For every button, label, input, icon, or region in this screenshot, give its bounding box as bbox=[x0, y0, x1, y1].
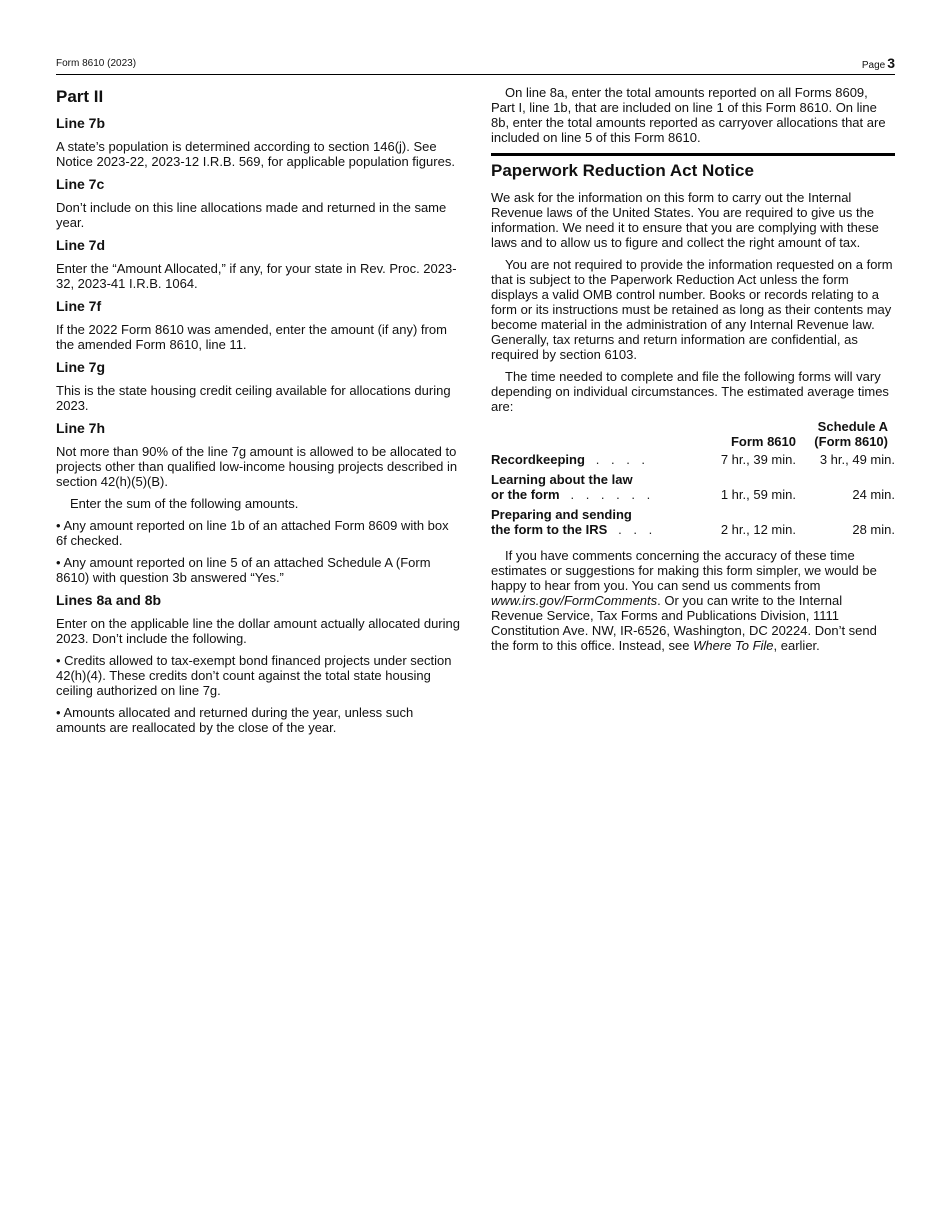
schedule-a-time: 3 hr., 49 min. bbox=[819, 452, 895, 467]
col-form-8610: Form 8610 bbox=[730, 434, 796, 449]
bullet-item: • Any amount reported on line 1b of an attached Form 8609 with box 6f checked. bbox=[56, 518, 449, 548]
section-paragraph: This is the state housing credit ceiling available for allocations during 2023. bbox=[56, 383, 451, 413]
form-8610-time: 1 hr., 59 min. bbox=[720, 487, 796, 502]
left-column bbox=[56, 85, 460, 742]
bullet-item: • Any amount reported on line 5 of an attached Schedule A (Form 8610) with question 3b answered “Yes.” bbox=[56, 555, 431, 585]
section-paragraph: A state’s population is determined according to section 146(j). See Notice 2023-22, 2023-12 I.R.B. 569, for applicable population figures. bbox=[56, 139, 455, 169]
section-paragraph: Enter the sum of the following amounts. bbox=[70, 496, 299, 511]
section-line-7b bbox=[56, 115, 460, 169]
section-line-7c bbox=[56, 176, 460, 230]
section-paragraph: Enter the “Amount Allocated,” if any, for your state in Rev. Proc. 2023-32, 2023-41 I.R.B. 1064. bbox=[56, 261, 457, 291]
form-8610-time: 7 hr., 39 min. bbox=[720, 452, 796, 467]
table-row bbox=[491, 507, 895, 542]
section-divider bbox=[491, 153, 895, 156]
form-identifier: Form 8610 (2023) bbox=[56, 58, 137, 69]
comments-paragraph: If you have comments concerning the accuracy of these time estimates or suggestions for making this form simpler, we would be happy to hear from you. You can send us comments from www.irs.gov/FormComments. Or you can write to the Internal Revenue Service, Tax Forms and Publications Division, 1111 Constitution Ave. NW, IR-6526, Washington, DC 20224. Don’t send the form to this office. Instead, see Where To File, earlier. bbox=[491, 548, 877, 653]
paperwork-paragraph: We ask for the information on this form to carry out the Internal Revenue laws of the United States. You are required to give us the information. We need it to ensure that you are complying with these laws and to allow us to figure and collect the right amount of tax. bbox=[491, 190, 879, 250]
activity-cell: Preparing and sending the form to the IRS . . . bbox=[491, 507, 657, 537]
section-paragraph: Enter on the applicable line the dollar amount actually allocated during 2023. Don’t include the following. bbox=[56, 616, 460, 646]
schedule-a-time: 24 min. bbox=[852, 487, 895, 502]
section-paragraph: Don’t include on this line allocations made and returned in the same year. bbox=[56, 200, 447, 230]
section-line-7d bbox=[56, 237, 460, 291]
section-heading: Line 7g bbox=[56, 359, 106, 375]
col-schedule-a: Schedule A (Form 8610) bbox=[814, 419, 888, 449]
bullet-item: • Amounts allocated and returned during the year, unless such amounts are reallocated by the close of the year. bbox=[56, 705, 414, 735]
form-comments-link: www.irs.gov/FormComments bbox=[491, 593, 658, 608]
paperwork-paragraph: The time needed to complete and file the following forms will vary depending on individual circumstances. The estimated average times are: bbox=[491, 369, 889, 414]
table-row bbox=[491, 452, 895, 472]
right-column bbox=[491, 85, 895, 660]
section-heading: Line 7d bbox=[56, 237, 106, 253]
paperwork-paragraph: You are not required to provide the information requested on a form that is subject to the Paperwork Reduction Act unless the form displays a valid OMB control number. Books or records relating to a form or its instructions must be retained as long as their contents may become material in the administration of any Internal Revenue law. Generally, tax returns and return information are confidential, as required by section 6103. bbox=[491, 257, 893, 362]
where-to-file-reference: Where To File bbox=[693, 638, 774, 653]
schedule-a-time: 28 min. bbox=[852, 522, 895, 537]
page-header bbox=[56, 54, 895, 75]
paperwork-notice-title: Paperwork Reduction Act Notice bbox=[491, 161, 754, 180]
section-heading: Line 7h bbox=[56, 420, 106, 436]
section-paragraph: If the 2022 Form 8610 was amended, enter the amount (if any) from the amended Form 8610, line 11. bbox=[56, 322, 447, 352]
table-row bbox=[491, 472, 895, 507]
form-8610-time: 2 hr., 12 min. bbox=[720, 522, 796, 537]
section-lines-8a-8b bbox=[56, 592, 460, 735]
time-estimates-table bbox=[491, 419, 895, 542]
activity-cell: Recordkeeping . . . . bbox=[491, 452, 650, 467]
section-line-7h bbox=[56, 420, 460, 585]
section-heading: Lines 8a and 8b bbox=[56, 592, 162, 608]
intro-paragraph: On line 8a, enter the total amounts reported on all Forms 8609, Part I, line 1b, that are included on line 1 of this Form 8610. On line 8b, enter the total amounts reported as carryover allocations that are included on line 5 of this Form 8610. bbox=[491, 85, 886, 145]
bullet-item: • Credits allowed to tax-exempt bond financed projects under section 42(h)(4). These credits don’t count against the total state housing ceiling authorized on line 7g. bbox=[56, 653, 452, 698]
section-heading: Line 7c bbox=[56, 176, 105, 192]
part-title: Part II bbox=[56, 87, 104, 106]
section-line-7g bbox=[56, 359, 460, 413]
table-header-row bbox=[491, 419, 895, 452]
section-line-7f bbox=[56, 298, 460, 352]
section-heading: Line 7b bbox=[56, 115, 106, 131]
section-heading: Line 7f bbox=[56, 298, 102, 314]
section-paragraph: Not more than 90% of the line 7g amount is allowed to be allocated to projects other than qualified low-income housing projects described in section 42(h)(5)(B). bbox=[56, 444, 458, 489]
activity-cell: Learning about the law or the form . . . . . . bbox=[491, 472, 655, 502]
page-number: Page 3 bbox=[861, 55, 895, 71]
